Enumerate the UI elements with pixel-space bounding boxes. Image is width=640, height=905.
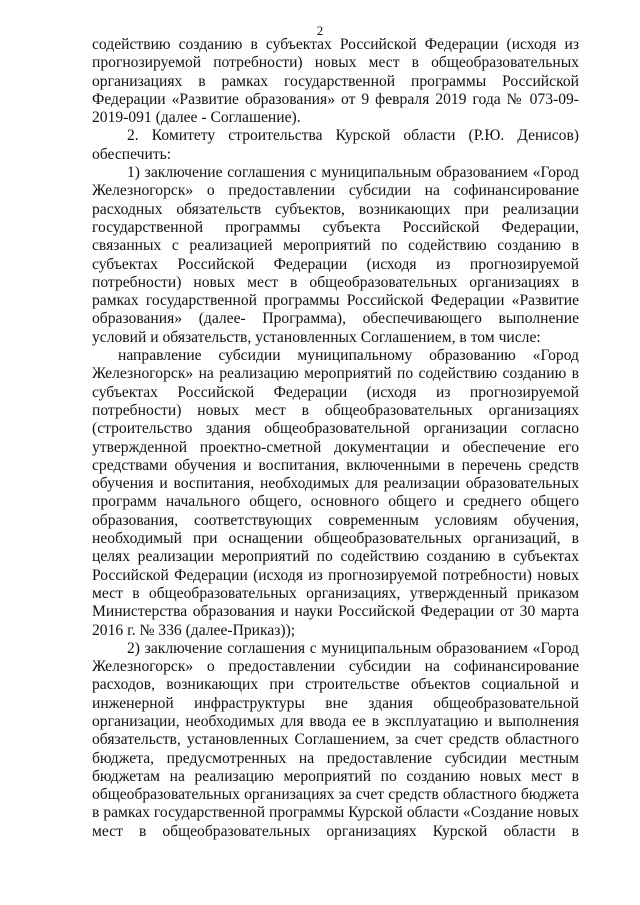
document-body	[92, 36, 579, 841]
paragraph-subitem-1: 1) заключение соглашения с муниципальным образованием «Город Железногорск» о предоставлении субсидии на софинансирование расходных обязательств субъектов, возникающих при реализации государственной программы субъекта Российской Федерации, связанных с реализацией мероприятий по содействию созданию в субъектах Российской Федерации (исходя из прогнозируемой потребности) новых мест в общеобразовательных организациях в рамках государственной программы Российской Федерации «Развитие образования» (далее- Программа), обеспечивающего выполнение условий и обязательств, установленных Соглашением, в том числе:	[92, 164, 579, 346]
paragraph-subitem-2: 2) заключение соглашения с муниципальным образованием «Город Железногорск» о предоставлении субсидии на софинансирование расходов, возникающих при строительстве объектов социальной и инженерной инфраструктуры вне здания общеобразовательной организации, необходимых для ввода ее в эксплуатацию и выполнения обязательств, установленных Соглашением, за счет средств областного бюджета, предусмотренных на предоставление субсидии местным бюджетам на реализацию мероприятий по созданию новых мест в общеобразовательных организациях за счет средств областного бюджета в рамках государственной программы Курской области «Создание новых мест в общеобразовательных организациях Курской области в	[92, 639, 579, 840]
paragraph-item-2: 2. Комитету строительства Курской области (Р.Ю. Денисов) обеспечить:	[92, 127, 579, 163]
paragraph-agreement-continuation: содействию созданию в субъектах Российской Федерации (исходя из прогнозируемой потребности) новых мест в общеобразовательных организациях в рамках государственной программы Российской Федерации «Развитие образования» от 9 февраля 2019 года № 073-09-2019-091 (далее - Соглашение).	[92, 36, 579, 127]
page-number: 2	[316, 23, 324, 38]
paragraph-subsidy-direction: направление субсидии муниципальному образованию «Город Железногорск» на реализацию мероприятий по содействию созданию в субъектах Российской Федерации (исходя из прогнозируемой потребности) новых мест в общеобразовательных организациях (строительство здания общеобразовательной организации согласно утвержденной проектно-сметной документации и обеспечение его средствами обучения и воспитания, включенными в перечень средств обучения и воспитания, необходимых для реализации образовательных программ начального общего, основного общего и среднего общего образования, соответствующих современным условиям обучения, необходимый при оснащении общеобразовательных организаций, в целях реализации мероприятий по содействию созданию в субъектах Российской Федерации (исходя из прогнозируемой потребности) новых мест в общеобразовательных организациях, утвержденный приказом Министерства образования и науки Российской Федерации от 30 марта 2016 г. № 336 (далее-Приказ));	[92, 347, 579, 639]
